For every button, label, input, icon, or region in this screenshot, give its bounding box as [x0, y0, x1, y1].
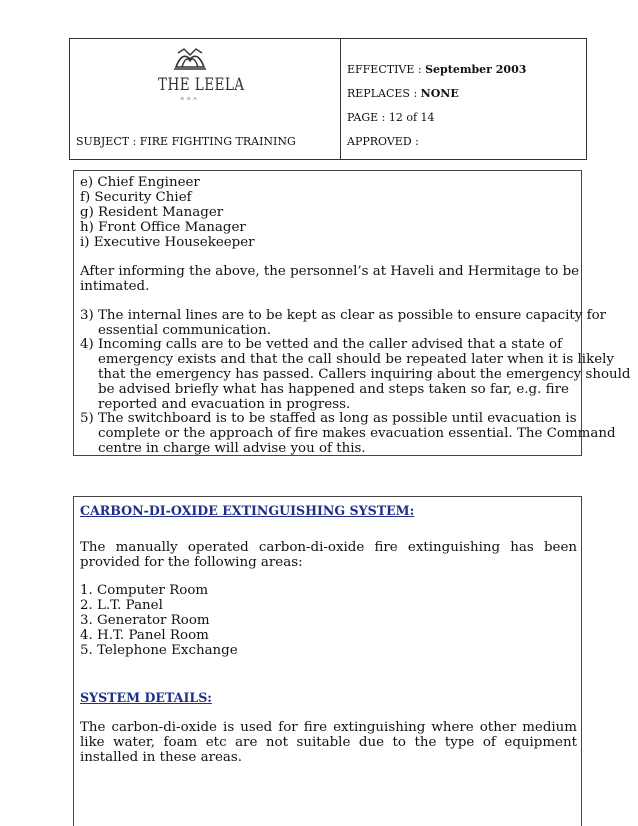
- numbered-item-5: centre in charge will advise you of this.: [98, 441, 366, 456]
- system-details-heading: SYSTEM DETAILS:: [80, 690, 212, 705]
- system-details-paragraph: The carbon-di-oxide is used for fire extinguishing where other medium like water, foam etc are not suitable due to the type of equipment installed in these areas.: [80, 720, 577, 765]
- co2-system-box: [73, 496, 582, 826]
- list-item: f) Security Chief: [80, 190, 192, 205]
- list-item: 1. Computer Room: [80, 583, 209, 598]
- document-header: [69, 38, 587, 160]
- intimation-paragraph: intimated.: [80, 279, 150, 294]
- header-left-cell: [70, 39, 341, 159]
- numbered-item-4: be advised briefly what has happened and steps taken so far, e.g. fire: [98, 382, 569, 397]
- logo-name: THE LEELA: [158, 75, 245, 95]
- effective-label: EFFECTIVE :: [347, 63, 422, 76]
- page-number: PAGE : 12 of 14: [347, 111, 435, 124]
- numbered-item-3: essential communication.: [98, 323, 271, 338]
- co2-heading: CARBON-DI-OXIDE EXTINGUISHING SYSTEM:: [80, 503, 415, 518]
- co2-intro-paragraph: The manually operated carbon-di-oxide fire extinguishing has been provided for the following areas:: [80, 540, 577, 570]
- replaces-label: REPLACES :: [347, 87, 418, 100]
- intimation-paragraph: After informing the above, the personnel’s at Haveli and Hermitage to be: [80, 264, 580, 279]
- numbered-item-4: 4) Incoming calls are to be vetted and the caller advised that a state of: [80, 337, 563, 352]
- leela-logo: [150, 47, 245, 101]
- numbered-item-4: emergency exists and that the call should be repeated later when it is likely: [98, 352, 614, 367]
- list-item: 3. Generator Room: [80, 613, 210, 628]
- list-item: g) Resident Manager: [80, 205, 224, 220]
- numbered-item-5: 5) The switchboard is to be staffed as long as possible until evacuation is: [80, 411, 577, 426]
- replaces-row: [347, 87, 459, 100]
- list-item: h) Front Office Manager: [80, 220, 246, 235]
- effective-row: [347, 63, 526, 76]
- list-item: 4. H.T. Panel Room: [80, 628, 209, 643]
- effective-value: September 2003: [425, 63, 527, 76]
- switchboard-procedures-box: [73, 170, 631, 456]
- list-item: 2. L.T. Panel: [80, 598, 163, 613]
- subject-label: SUBJECT : FIRE FIGHTING TRAINING: [76, 135, 296, 148]
- numbered-item-5: complete or the approach of fire makes evacuation essential. The Command: [98, 426, 616, 441]
- logo-subtitle: GOA: [180, 96, 200, 101]
- numbered-item-3: 3) The internal lines are to be kept as clear as possible to ensure capacity for: [80, 308, 607, 323]
- lotus-icon: [172, 47, 208, 73]
- numbered-item-4: that the emergency has passed. Callers inquiring about the emergency should: [98, 367, 631, 382]
- header-right-cell: [341, 39, 586, 159]
- list-item: 5. Telephone Exchange: [80, 643, 238, 658]
- list-item: e) Chief Engineer: [80, 175, 200, 190]
- replaces-value: NONE: [420, 87, 459, 100]
- numbered-item-4: reported and evacuation in progress.: [98, 397, 351, 412]
- list-item: i) Executive Housekeeper: [80, 235, 255, 250]
- approved-label: APPROVED :: [347, 135, 419, 148]
